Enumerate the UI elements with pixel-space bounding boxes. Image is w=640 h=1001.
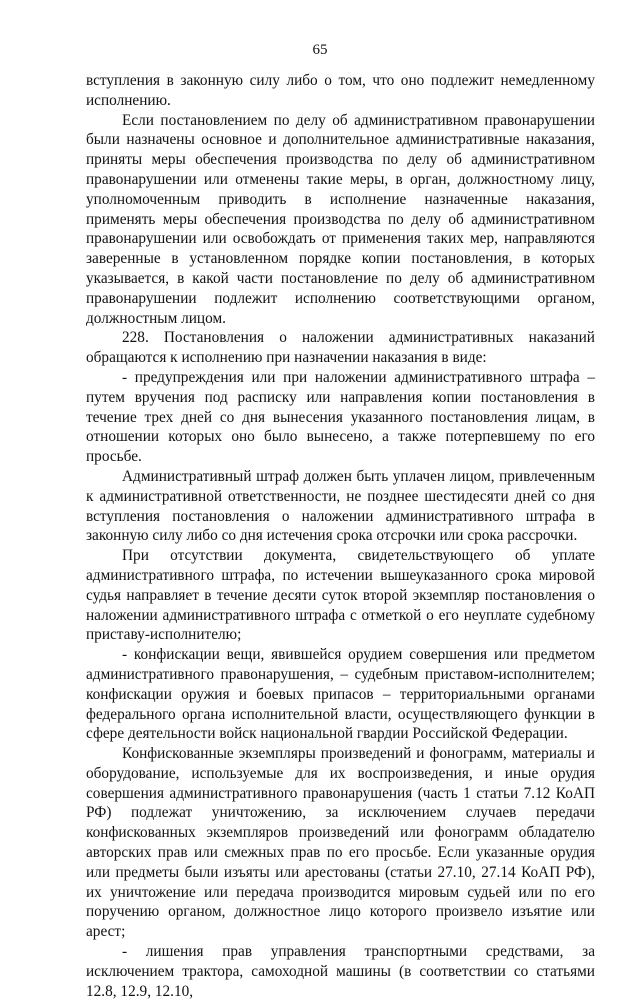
- paragraph-6: При отсутствии документа, свидетельствующего об уплате административного штрафа, по истечении вышеуказанного срока мировой судья направляет в течение десяти суток второй экземпляр постановления о наложении административного штрафа с отметкой о его неуплате судебному приставу-исполнителю;: [86, 547, 595, 644]
- paragraph-7: - конфискации вещи, явившейся орудием совершения или предметом административного правонарушения, – судебным приставом-исполнителем; конфискации оружия и боевых припасов – территориальными органами федерального органа исполнительной власти, осуществляющего функции в сфере деятельности войск национальной гвардии Российской Федерации.: [86, 646, 595, 743]
- paragraph-2: Если постановлением по делу об административном правонарушении были назначены основное и дополнительное административные наказания, приняты меры обеспечения производства по делу об административном правонарушении или отменены такие меры, в орган, должностному лицу, уполномоченным приводить в исполнение назначенные наказания, применять меры обеспечения производства по делу об административном правонарушении или освобождать от применения таких мер, направляются заверенные в установленном порядке копии постановления, в которых указывается, в какой части постановление по делу об административном правонарушении подлежит исполнению соответствующими органом, должностным лицом.: [86, 111, 595, 327]
- paragraph-8: Конфискованные экземпляры произведений и фонограмм, материалы и оборудование, используемые для их воспроизведения, и иные орудия совершения административного правонарушения (часть 1 статьи 7.12 КоАП РФ) подлежат уничтожению, за исключением случаев передачи конфискованных экземпляров произведений или фонограмм обладателю авторских прав или смежных прав по его просьбе. Если указанные орудия или предметы были изъяты или арестованы (статьи 27.10, 27.14 КоАП РФ), их уничтожение или передача производится мировым судьей или по его поручению органом, должностное лицо которого произвело изъятие или арест;: [86, 745, 595, 941]
- page-number: 65: [312, 42, 328, 58]
- paragraph-3: 228. Постановления о наложении административных наказаний обращаются к исполнению при назначении наказания в виде:: [86, 329, 595, 367]
- paragraph-9: - лишения прав управления транспортными средствами, за исключением трактора, самоходной машины (в соответствии со статьями 12.8, 12.9, 12.10,: [86, 943, 595, 1000]
- paragraph-4: - предупреждения или при наложении административного штрафа – путем вручения под расписку или направления копии постановления в течение трех дней со дня вынесения указанного постановления лицам, в отношении которых оно было вынесено, а также потерпевшему по его просьбе.: [86, 368, 595, 466]
- document-body: [86, 71, 595, 1001]
- paragraph-5: Административный штраф должен быть уплачен лицом, привлеченным к административной ответственности, не позднее шестидесяти дней со дня вступления постановления о наложении административного штрафа в законную силу либо со дня истечения срока отсрочки или срока рассрочки.: [86, 467, 595, 545]
- paragraph-1: вступления в законную силу либо о том, что оно подлежит немедленному исполнению.: [86, 72, 595, 109]
